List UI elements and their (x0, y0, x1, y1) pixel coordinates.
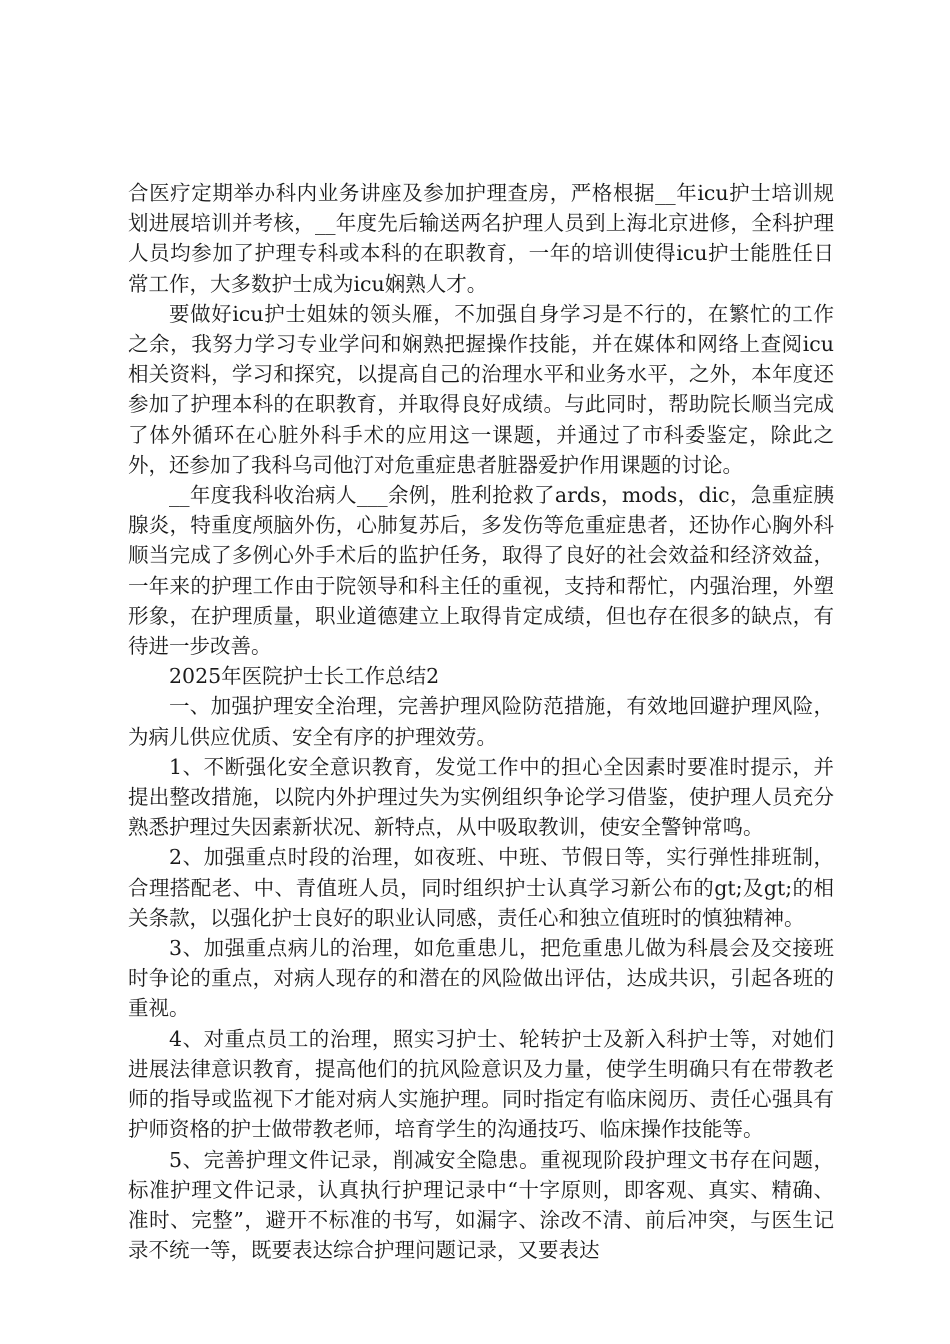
paragraph-training: 合医疗定期举办科内业务讲座及参加护理查房，严格根据__年icu护士培训规划进展培训并考核，__年度先后输送两名护理人员到上海北京进修，全科护理人员均参加了护理专科或本科的在职教育，一年的培训使得icu护士能胜任日常工作，大多数护士成为icu娴熟人才。 (128, 181, 834, 296)
document-body (128, 178, 834, 1265)
paragraph-self-study: 要做好icu护士姐妹的领头雁，不加强自身学习是不行的，在繁忙的工作之余，我努力学习专业学问和娴熟把握操作技能，并在媒体和网络上查阅icu相关资料，学习和探究，以提高自己的治理水平和业务水平，之外，本年度还参加了护理本科的在职教育，并取得良好成绩。与此同时，帮助院长顺当完成了体外循环在心脏外科手术的应用这一课题，并通过了市科委鉴定，除此之外，还参加了我科乌司他汀对危重症患者脏器爱护作用课题的讨论。 (128, 301, 834, 477)
paragraph-item-3: 3、加强重点病儿的治理，如危重患儿，把危重患儿做为科晨会及交接班时争论的重点，对病人现存的和潜在的风险做出评估，达成共识，引起各班的重视。 (128, 936, 834, 1021)
paragraph-item-1: 1、不断强化安全意识教育，发觉工作中的担心全因素时要准时提示，并提出整改措施，以院内外护理过失为实例组织争论学习借鉴，使护理人员充分熟悉护理过失因素新状况、新特点，从中吸取教训，使安全警钟常鸣。 (128, 754, 834, 840)
section-title: 2025年医院护士长工作总结2 (169, 664, 440, 689)
paragraph-item-5: 5、完善护理文件记录，削减安全隐患。重视现阶段护理文书存在问题，标准护理文件记录，认真执行护理记录中“十字原则，即客观、真实、精确、准时、完整”，避开不标准的书写，如漏字、涂改不清、前后冲突，与医生记录不统一等，既要表达综合护理问题记录，又要表达 (128, 1147, 834, 1263)
paragraph-safety-management: 一、加强护理安全治理，完善护理风险防范措施，有效地回避护理风险，为病儿供应优质、安全有序的护理效劳。 (128, 694, 834, 749)
paragraph-item-2: 2、加强重点时段的治理，如夜班、中班、节假日等，实行弹性排班制，合理搭配老、中、青值班人员，同时组织护士认真学习新公布的gt;及gt;的相关条款，以强化护士良好的职业认同感，责任心和独立值班时的慎独精神。 (128, 845, 834, 930)
paragraph-annual-cases: __年度我科收治病人___余例，胜利抢救了ards，mods，dic，急重症胰腺炎，特重度颅脑外伤，心肺复苏后，多发伤等危重症患者，还协作心胸外科顺当完成了多例心外手术后的监护任务，取得了良好的社会效益和经济效益，一年来的护理工作由于院领导和科主任的重视，支持和帮忙，内强治理，外塑形象，在护理质量，职业道德建立上取得肯定成绩，但也存在很多的缺点，有待进一步改善。 (128, 483, 834, 659)
paragraph-item-4: 4、对重点员工的治理，照实习护士、轮转护士及新入科护士等，对她们进展法律意识教育，提高他们的抗风险意识及力量，使学生明确只有在带教老师的指导或监视下才能对病人实施护理。同时指定有临床阅历、责任心强具有护师资格的护士做带教老师，培育学生的沟通技巧、临床操作技能等。 (128, 1026, 834, 1142)
